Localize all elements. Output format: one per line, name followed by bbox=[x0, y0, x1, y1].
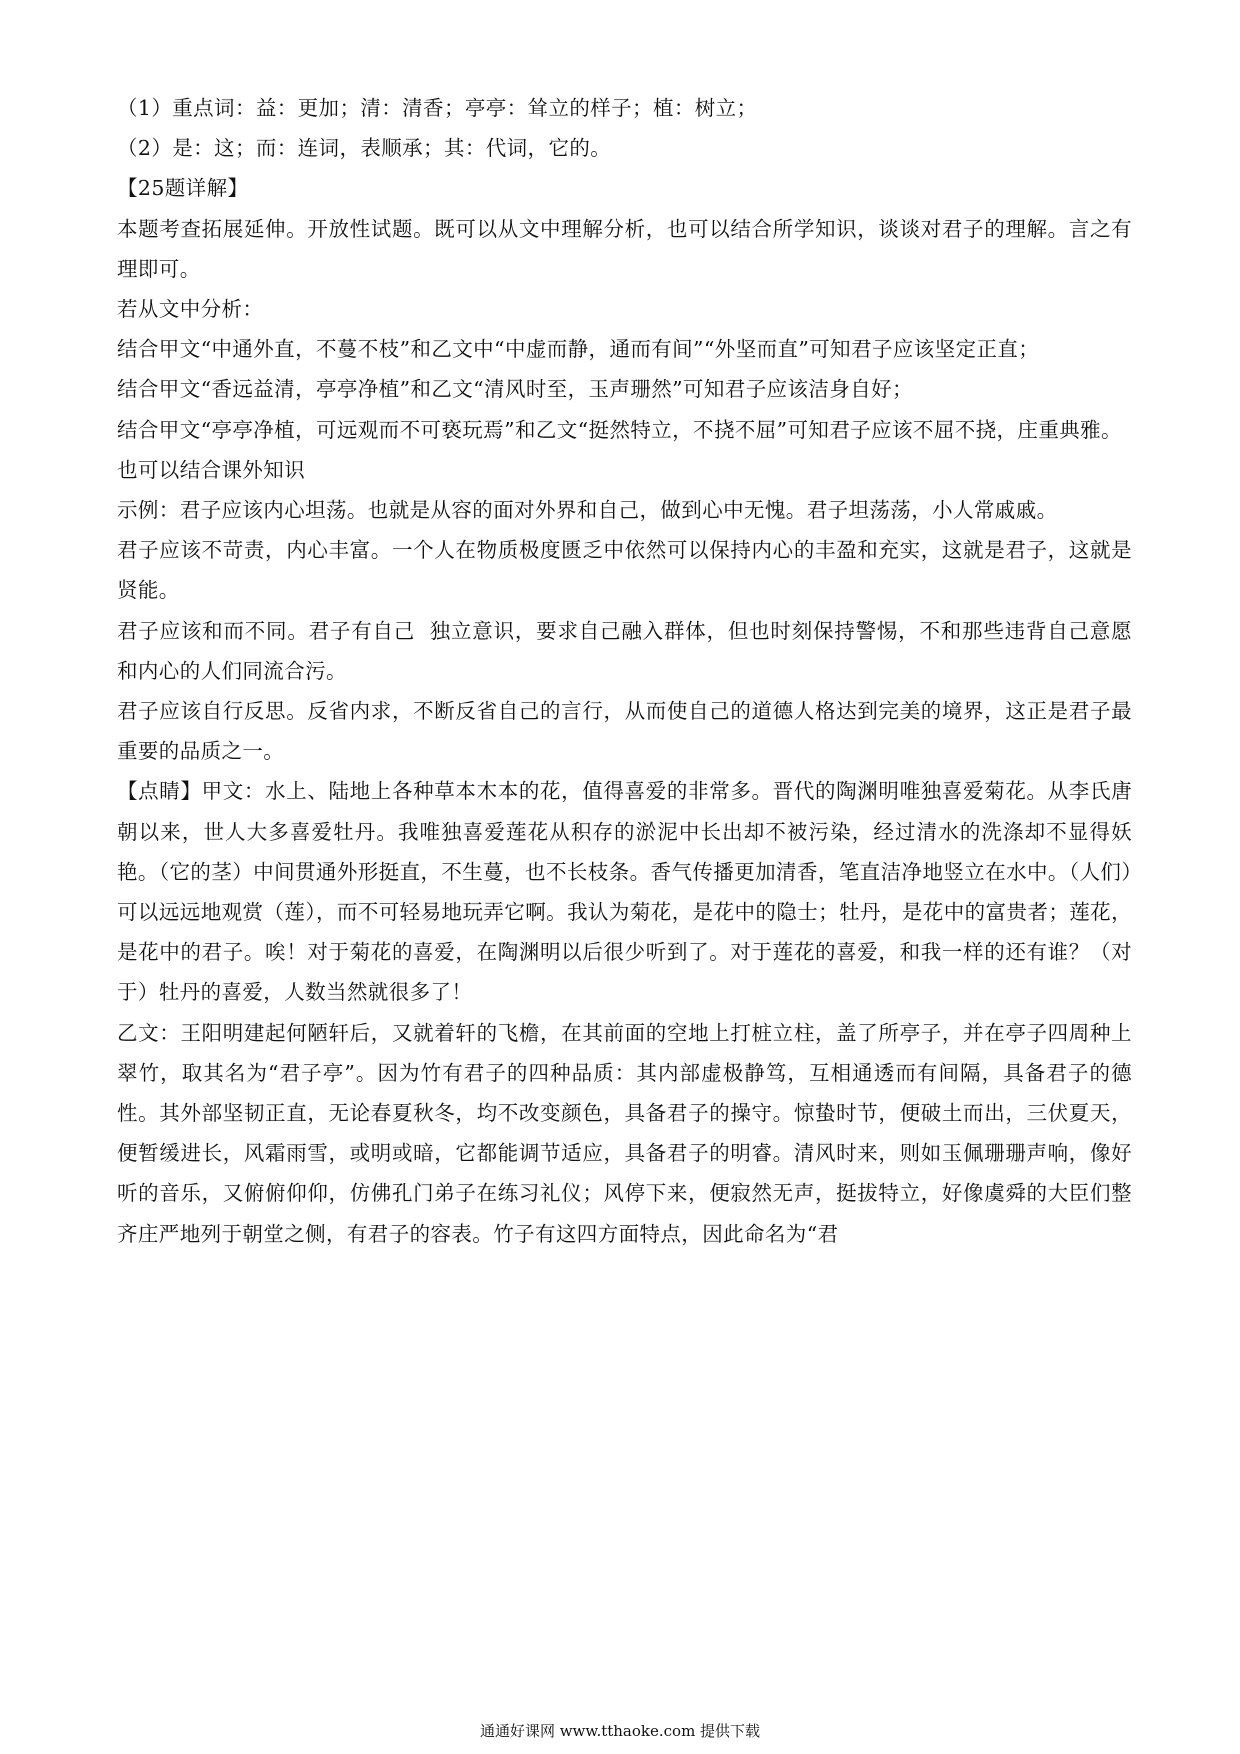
section-heading: 【25题详解】 bbox=[117, 176, 249, 201]
paragraph: 结合甲文“中通外直，不蔓不枝”和乙文中“中虚而静，通而有间”“外坚而直”可知君子应该坚定正直； bbox=[117, 337, 1040, 362]
paragraph: 也可以结合课外知识 bbox=[117, 457, 306, 482]
paragraph: 君子应该不苛责，内心丰富。一个人在物质极度匮乏中依然可以保持内心的丰盈和充实，这就是君子，这就是贤能。 bbox=[117, 538, 1132, 603]
page-footer: 通通好课网 www.tthaoke.com 提供下载 bbox=[479, 1722, 761, 1740]
paragraph: 结合甲文“亭亭净植，可远观而不可亵玩焉”和乙文“挺然特立，不挠不屈”可知君子应该不屈不挠，庄重典雅。 bbox=[117, 417, 1122, 442]
paragraph: 君子应该和而不同。君子有自己 独立意识，要求自己融入群体，但也时刻保持警惕，不和那些违背自己意愿和内心的人们同流合污。 bbox=[117, 618, 1132, 683]
paragraph: 本题考查拓展延伸。开放性试题。既可以从文中理解分析，也可以结合所学知识，谈谈对君子的理解。言之有理即可。 bbox=[117, 216, 1132, 281]
paragraph: 示例：君子应该内心坦荡。也就是从容的面对外界和自己，做到心中无愧。君子坦荡荡，小人常戚戚。 bbox=[117, 498, 1058, 523]
paragraph: （1）重点词：益：更加；清：清香；亭亭：耸立的样子；植：树立； bbox=[117, 96, 758, 120]
paragraph-translation-a: 【点睛】甲文：水上、陆地上各种草本木本的花，值得喜爱的非常多。晋代的陶渊明唯独喜爱菊花。从李氏唐朝以来，世人大多喜爱牡丹。我唯独喜爱莲花从积存的淤泥中长出却不被污染，经过清水的洗涤却不显得妖艳。（它的茎）中间贯通外形挺直，不生蔓，也不长枝条。香气传播更加清香，笔直洁净地竖立在水中。（人们）可以远远地观赏（莲），而不可轻易地玩弄它啊。我认为菊花，是花中的隐士；牡丹，是花中的富贵者；莲花，是花中的君子。唉！对于菊花的喜爱，在陶渊明以后很少听到了。对于莲花的喜爱，和我一样的还有谁？（对于）牡丹的喜爱，人数当然就很多了！ bbox=[117, 779, 1132, 1005]
paragraph-translation-b: 乙文：王阳明建起何陋轩后，又就着轩的飞檐，在其前面的空地上打桩立柱，盖了所亭子，并在亭子四周种上翠竹，取其名为“君子亭”。因为竹有君子的四种品质：其内部虚极静笃，互相通透而有间隔，具备君子的德性。其外部坚韧正直，无论春夏秋冬，均不改变颜色，具备君子的操守。惊蛰时节，便破土而出，三伏夏天，便暂缓进长，风霜雨雪，或明或暗，它都能调节适应，具备君子的明睿。清风时来，则如玉佩珊珊声响，像好听的音乐，又俯俯仰仰，仿佛孔门弟子在练习礼仪；风停下来，便寂然无声，挺拔特立，好像虞舜的大臣们整齐庄严地列于朝堂之侧，有君子的容表。竹子有这四方面特点，因此命名为“君 bbox=[117, 1020, 1132, 1246]
paragraph: 君子应该自行反思。反省内求，不断反省自己的言行，从而使自己的道德人格达到完美的境界，这正是君子最重要的品质之一。 bbox=[117, 699, 1132, 764]
paragraph: （2）是：这；而：连词，表顺承；其：代词，它的。 bbox=[117, 136, 612, 161]
paragraph: 结合甲文“香远益清，亭亭净植”和乙文“清风时至，玉声珊然”可知君子应该洁身自好； bbox=[117, 377, 913, 402]
paragraph: 若从文中分析： bbox=[117, 297, 264, 322]
document-body bbox=[117, 88, 1132, 1254]
